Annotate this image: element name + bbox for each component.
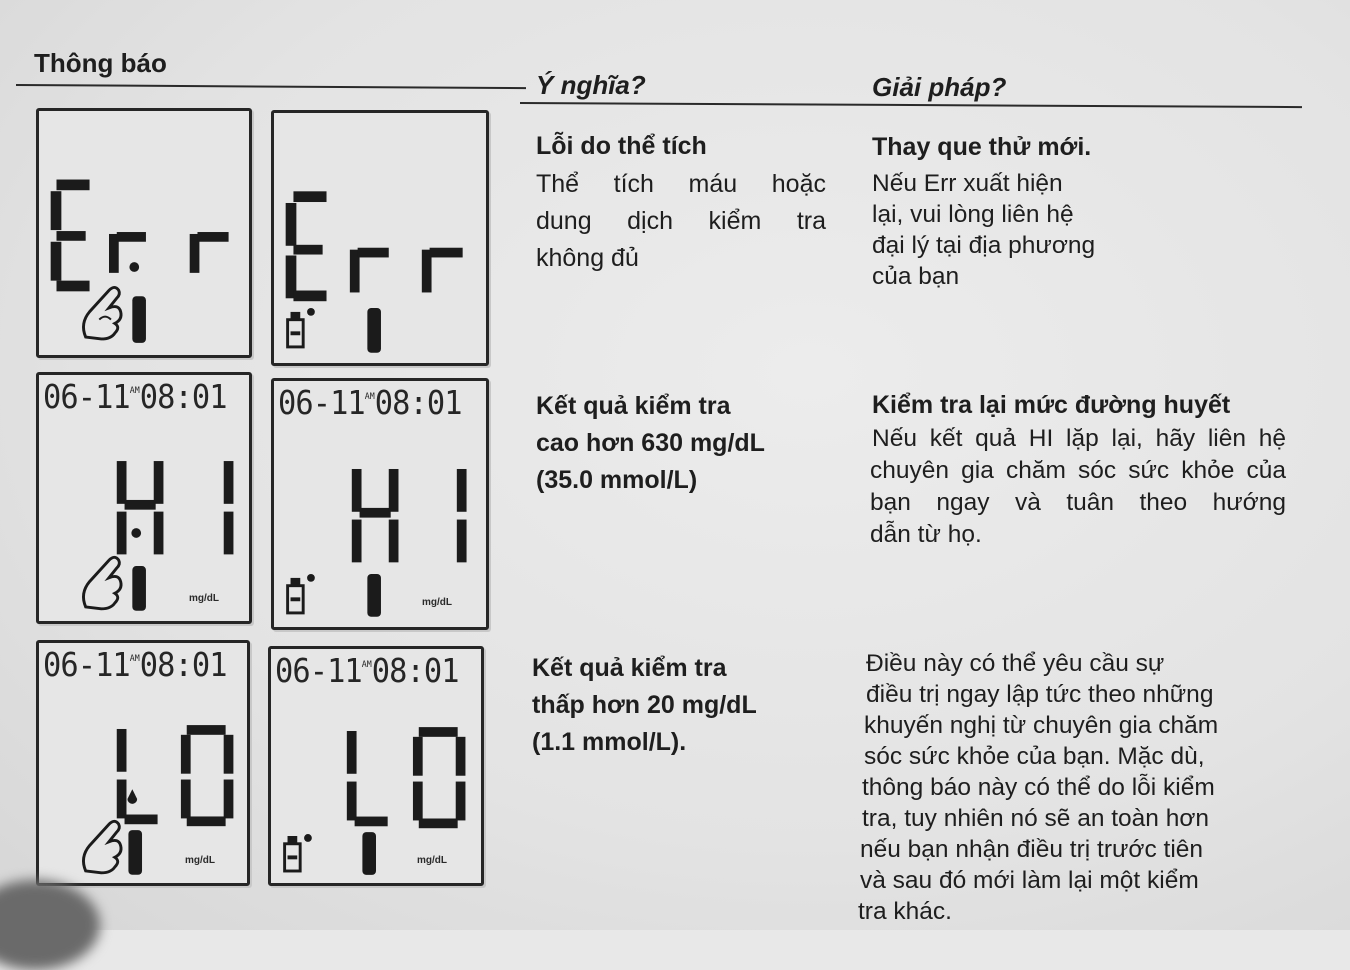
solution-line: Nếu Err xuất hiện [872, 170, 1063, 197]
unit-label: mg/dL [422, 597, 452, 608]
solution-line: khuyến nghị từ chuyên gia chăm [864, 712, 1219, 739]
solution-title-err: Thay que thử mới. [872, 133, 1092, 161]
solution-line: nếu bạn nhận điều trị trước tiên [860, 836, 1204, 863]
solution-line: thông báo này có thể do lỗi kiểm [862, 774, 1215, 801]
lcd-datetime: $06-11^{AM}08:01$ [43, 377, 227, 416]
solution-line: đại lý tại địa phương [872, 232, 1096, 259]
unit-label: mg/dL [185, 855, 215, 866]
lcd-hi-blood [36, 372, 252, 624]
column-header-notice: Thông báo [34, 48, 167, 78]
column-header-meaning: Ý nghĩa? [536, 70, 646, 100]
solution-line: bạn ngay và tuân theo hướng [870, 489, 1286, 516]
solution-line: sóc sức khỏe của bạn. Mặc dù, [864, 743, 1205, 770]
solution-line: và sau đó mới làm lại một kiểm [860, 867, 1199, 894]
meaning-line: (35.0 mmol/L) [536, 466, 698, 494]
meaning-line: thấp hơn 20 mg/dL [532, 691, 757, 719]
solution-line: điều trị ngay lập tức theo những [866, 681, 1214, 708]
test-strip-icon [274, 381, 486, 627]
lcd-lo-control [268, 646, 484, 886]
meaning-line: dung dịch kiểm tra [536, 207, 826, 235]
meaning-line: Kết quả kiểm tra [536, 392, 731, 420]
lcd-err-control [271, 110, 489, 366]
lcd-err-blood [36, 108, 252, 358]
solution-line: của bạn [872, 263, 960, 290]
solution-line: Điều này có thể yêu cầu sự [866, 650, 1165, 677]
test-strip-icon [271, 649, 481, 883]
meaning-line: Kết quả kiểm tra [532, 654, 727, 682]
solution-line: dẫn từ họ. [870, 521, 982, 548]
solution-line: lại, vui lòng liên hệ [872, 201, 1074, 228]
lcd-datetime: $06-11^{AM}08:01$ [275, 651, 459, 690]
meaning-title-err: Lỗi do thể tích [536, 132, 707, 160]
solution-line: chuyên gia chăm sóc sức khỏe của [870, 457, 1286, 484]
unit-label: mg/dL [189, 593, 219, 604]
meaning-line: Thể tích máu hoặc [536, 170, 826, 198]
column-header-solution: Giải pháp? [872, 72, 1007, 102]
meaning-line: (1.1 mmol/L). [532, 728, 687, 756]
unit-label: mg/dL [417, 855, 447, 866]
test-strip-icon [39, 111, 249, 355]
test-strip-icon [39, 375, 249, 621]
solution-line: tra, tuy nhiên nó sẽ an toàn hơn [862, 805, 1210, 832]
meaning-line: cao hơn 630 mg/dL [536, 429, 765, 457]
lcd-lo-blood [36, 640, 250, 886]
test-strip-icon [39, 643, 247, 883]
lcd-datetime: $06-11^{AM}08:01$ [43, 645, 227, 684]
lcd-datetime: $06-11^{AM}08:01$ [278, 383, 462, 422]
lcd-hi-control [271, 378, 489, 630]
meaning-line: không đủ [536, 244, 639, 272]
solution-line: Nếu kết quả HI lặp lại, hãy liên hệ [872, 425, 1286, 452]
solution-line: tra khác. [858, 898, 952, 925]
test-strip-icon [274, 113, 486, 363]
solution-title-hi: Kiểm tra lại mức đường huyết [872, 391, 1231, 419]
